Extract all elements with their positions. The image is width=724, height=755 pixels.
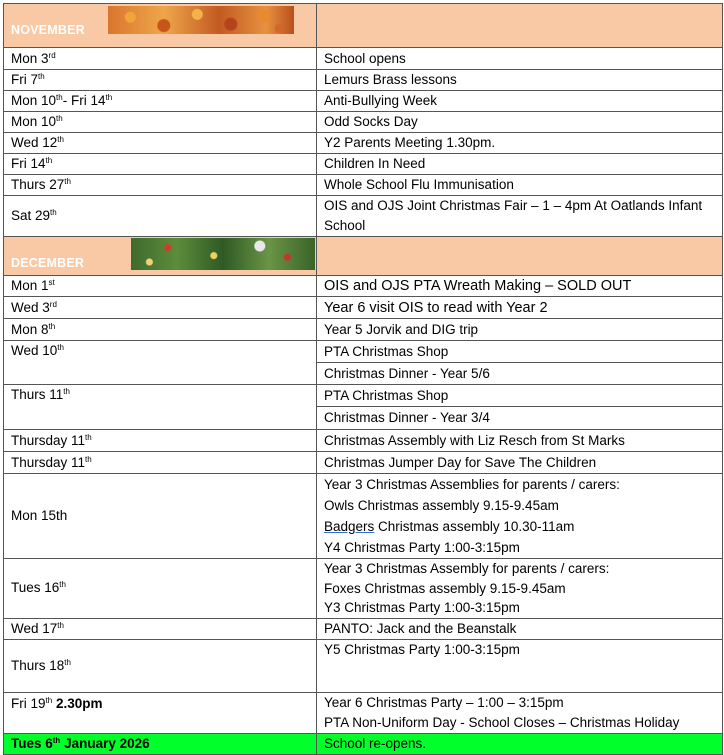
event-description: School re-opens. — [317, 733, 723, 754]
table-row — [4, 70, 723, 91]
event-date: Thurs 18th — [4, 639, 317, 692]
event-description: PTA Christmas Shop — [317, 385, 723, 407]
november-header-row — [4, 4, 723, 48]
christmas-garland-image — [131, 238, 315, 270]
event-description — [317, 559, 723, 619]
event-line: Y3 Christmas Party 1:00-3:15pm — [324, 600, 520, 615]
event-description: OIS and OJS PTA Wreath Making – SOLD OUT — [317, 276, 723, 297]
table-row — [4, 452, 723, 474]
event-date: Mon 10th — [4, 112, 317, 133]
event-date: Tues 16th — [4, 559, 317, 619]
event-date: Wed 10th — [4, 341, 317, 363]
table-row — [4, 133, 723, 154]
event-date: Thursday 11th — [4, 430, 317, 452]
event-description — [317, 692, 723, 733]
event-description: Christmas Assembly with Liz Resch from St Marks — [317, 430, 723, 452]
december-header-row — [4, 237, 723, 276]
table-row — [4, 276, 723, 297]
table-row — [4, 430, 723, 452]
term-calendar-table — [3, 3, 723, 755]
december-heading: DECEMBER — [11, 256, 85, 270]
event-date: Mon 3rd — [4, 48, 317, 70]
event-date: Mon 15th — [4, 474, 317, 559]
table-row — [4, 639, 723, 692]
november-header-blank — [317, 4, 723, 48]
event-line: Y4 Christmas Party 1:00-3:15pm — [324, 540, 520, 555]
event-line: Foxes Christmas assembly 9.15-9.45am — [324, 580, 566, 596]
event-description: Christmas Dinner - Year 3/4 — [317, 407, 723, 430]
event-date: Wed 17th — [4, 618, 317, 639]
event-date: Mon 8th — [4, 319, 317, 341]
november-heading: NOVEMBER — [11, 23, 85, 37]
event-date-blank — [4, 363, 317, 385]
event-description — [317, 474, 723, 559]
event-description: PTA Christmas Shop — [317, 341, 723, 363]
table-row — [4, 319, 723, 341]
event-line: PTA Non-Uniform Day - School Closes – Christmas Holiday — [324, 714, 680, 730]
reopen-row — [4, 733, 723, 754]
table-row — [4, 112, 723, 133]
event-description: Year 5 Jorvik and DIG trip — [317, 319, 723, 341]
event-description: PANTO: Jack and the Beanstalk — [317, 618, 723, 639]
table-row — [4, 154, 723, 175]
table-row — [4, 91, 723, 112]
event-date: Thurs 11th — [4, 385, 317, 407]
event-date: Tues 6th January 2026 — [4, 733, 317, 754]
event-description: Christmas Dinner - Year 5/6 — [317, 363, 723, 385]
event-description: Christmas Jumper Day for Save The Children — [317, 452, 723, 474]
event-date: Wed 3rd — [4, 297, 317, 319]
november-header — [4, 4, 317, 48]
event-date: Sat 29th — [4, 196, 317, 237]
event-description: OIS and OJS Joint Christmas Fair – 1 – 4pm At Oatlands Infant School — [317, 196, 723, 237]
december-header-blank — [317, 237, 723, 276]
event-date: Thursday 11th — [4, 452, 317, 474]
event-line: Year 3 Christmas Assemblies for parents / carers: — [324, 477, 620, 492]
event-description: Lemurs Brass lessons — [317, 70, 723, 91]
table-row — [4, 618, 723, 639]
table-row — [4, 175, 723, 196]
event-date: Fri 7th — [4, 70, 317, 91]
table-row — [4, 341, 723, 363]
event-description: School opens — [317, 48, 723, 70]
table-row — [4, 363, 723, 385]
event-date: Mon 10th- Fri 14th — [4, 91, 317, 112]
event-date-blank — [4, 407, 317, 430]
event-date: Mon 1st — [4, 276, 317, 297]
event-line: Year 3 Christmas Assembly for parents / carers: — [324, 561, 610, 576]
event-line: Year 6 Christmas Party – 1:00 – 3:15pm — [324, 694, 564, 710]
table-row — [4, 48, 723, 70]
event-date: Fri 19th 2.30pm — [4, 692, 317, 733]
december-header — [4, 237, 317, 276]
event-line: Badgers Christmas assembly 10.30-11am — [324, 519, 575, 534]
event-description: Year 6 visit OIS to read with Year 2 — [317, 297, 723, 319]
event-date: Thurs 27th — [4, 175, 317, 196]
event-description: Y2 Parents Meeting 1.30pm. — [317, 133, 723, 154]
table-row — [4, 385, 723, 407]
table-row — [4, 196, 723, 237]
event-description: Whole School Flu Immunisation — [317, 175, 723, 196]
event-description: Odd Socks Day — [317, 112, 723, 133]
table-row — [4, 407, 723, 430]
table-row — [4, 474, 723, 559]
table-row — [4, 297, 723, 319]
event-date: Fri 14th — [4, 154, 317, 175]
event-description: Y5 Christmas Party 1:00-3:15pm — [317, 639, 723, 692]
autumn-leaves-image — [108, 6, 294, 34]
event-description: Children In Need — [317, 154, 723, 175]
table-row — [4, 559, 723, 619]
event-date: Wed 12th — [4, 133, 317, 154]
event-description: Anti-Bullying Week — [317, 91, 723, 112]
table-row — [4, 692, 723, 733]
event-line: Owls Christmas assembly 9.15-9.45am — [324, 498, 559, 513]
